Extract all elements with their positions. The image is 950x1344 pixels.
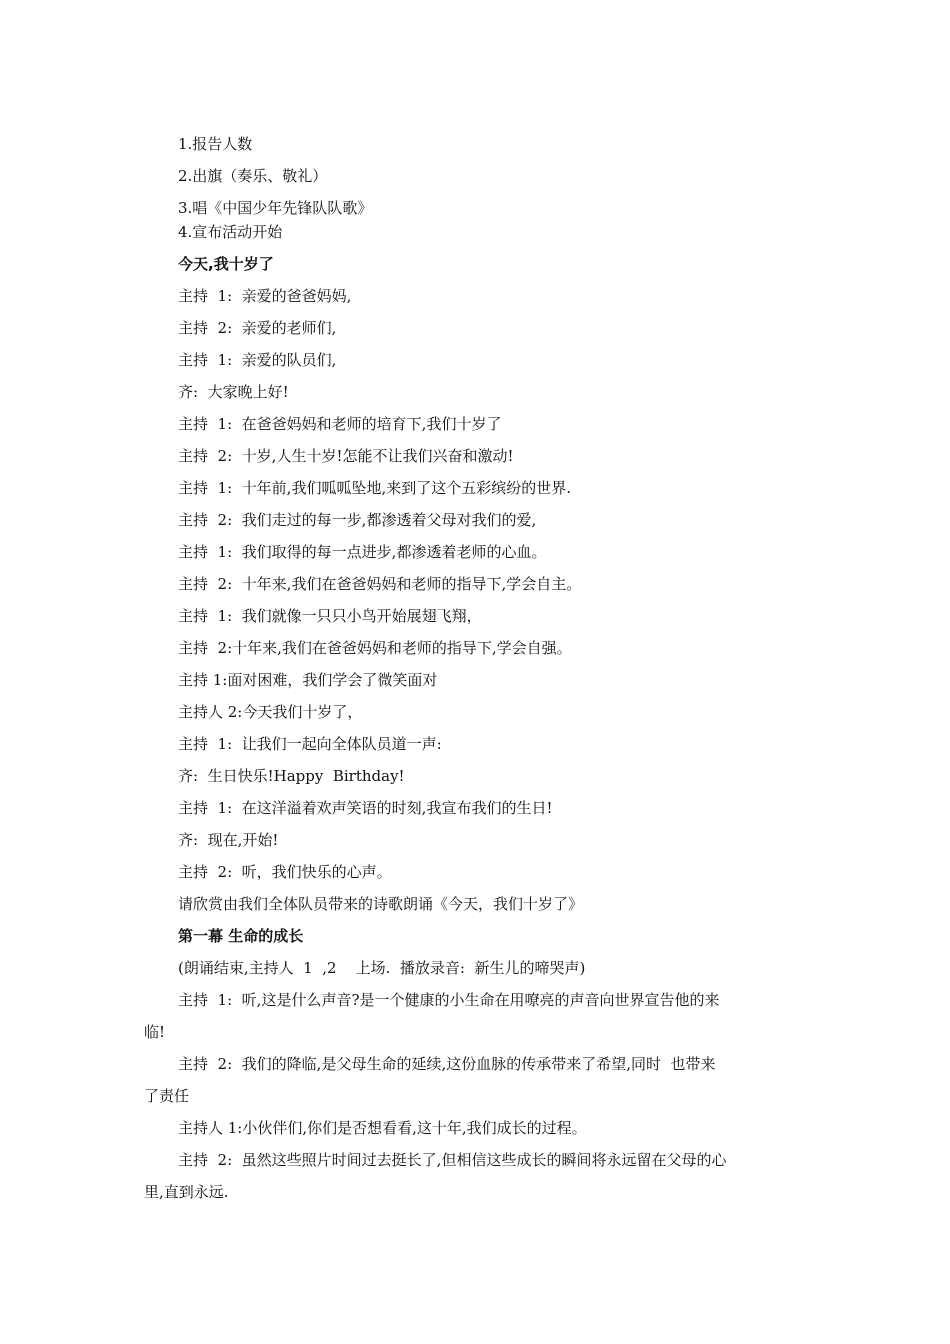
script-line: 主持 2: 十年来,我们在爸爸妈妈和老师的指导下,学会自主。 <box>178 575 582 593</box>
script-line: 齐: 生日快乐!Happy Birthday! <box>178 767 405 785</box>
script-line: 主持 1:面对困难，我们学会了微笑面对 <box>178 671 438 689</box>
script-line: 主持 1: 十年前,我们呱呱坠地,来到了这个五彩缤纷的世界. <box>178 479 571 497</box>
script-line-continuation: 里,直到永远. <box>144 1183 229 1201</box>
script-line: 主持人 2:今天我们十岁了， <box>178 703 363 721</box>
section-title: 第一幕 生命的成长 <box>178 927 304 945</box>
script-line: 主持 2: 听，我们快乐的心声。 <box>178 863 392 881</box>
script-line: 主持 1: 在爸爸妈妈和老师的培育下,我们十岁了 <box>178 415 502 433</box>
script-line: 请欣赏由我们全体队员带来的诗歌朗诵《今天，我们十岁了》 <box>178 895 584 913</box>
script-line: 主持 2: 我们走过的每一步,都渗透着父母对我们的爱, <box>178 511 537 529</box>
agenda-item: 4.宣布活动开始 <box>178 223 283 241</box>
script-line: 主持 1: 我们取得的每一点进步,都渗透着老师的心血。 <box>178 543 547 561</box>
script-line: 主持 1: 亲爱的爸爸妈妈, <box>178 287 352 305</box>
script-line: 主持 2: 亲爱的老师们, <box>178 319 337 337</box>
script-line: 主持 1: 我们就像一只只小鸟开始展翅飞翔， <box>178 607 482 625</box>
script-line: 齐: 现在,开始! <box>178 831 279 849</box>
script-line: 齐: 大家晚上好! <box>178 383 289 401</box>
agenda-item: 3.唱《中国少年先锋队队歌》 <box>178 199 373 217</box>
section-title: 今天,我十岁了 <box>178 255 274 273</box>
script-line: 主持 1: 让我们一起向全体队员道一声: <box>178 735 442 753</box>
script-line: 主持 1: 亲爱的队员们, <box>178 351 337 369</box>
script-line: 主持 2: 十岁,人生十岁!怎能不让我们兴奋和激动! <box>178 447 514 465</box>
script-line: 主持人 1:小伙伴们,你们是否想看看,这十年,我们成长的过程。 <box>178 1119 587 1137</box>
stage-direction: (朗诵结束,主持人 1 ,2 上场. 播放录音: 新生儿的啼哭声) <box>178 959 586 977</box>
script-line: 主持 1: 在这洋溢着欢声笑语的时刻,我宣布我们的生日! <box>178 799 553 817</box>
script-line-continuation: 了责任 <box>144 1087 190 1105</box>
script-line: 主持 2:十年来,我们在爸爸妈妈和老师的指导下,学会自强。 <box>178 639 572 657</box>
script-line: 主持 2: 我们的降临,是父母生命的延续,这份血脉的传承带来了希望,同时 也带来 <box>178 1055 716 1073</box>
agenda-item: 2.出旗（奏乐、敬礼） <box>178 167 328 185</box>
script-line: 主持 2: 虽然这些照片时间过去挺长了,但相信这些成长的瞬间将永远留在父母的心 <box>178 1151 727 1169</box>
agenda-item: 1.报告人数 <box>178 135 253 153</box>
script-line: 主持 1: 听,这是什么声音?是一个健康的小生命在用嘹亮的声音向世界宣告他的来 <box>178 991 720 1009</box>
script-line-continuation: 临! <box>144 1023 166 1041</box>
